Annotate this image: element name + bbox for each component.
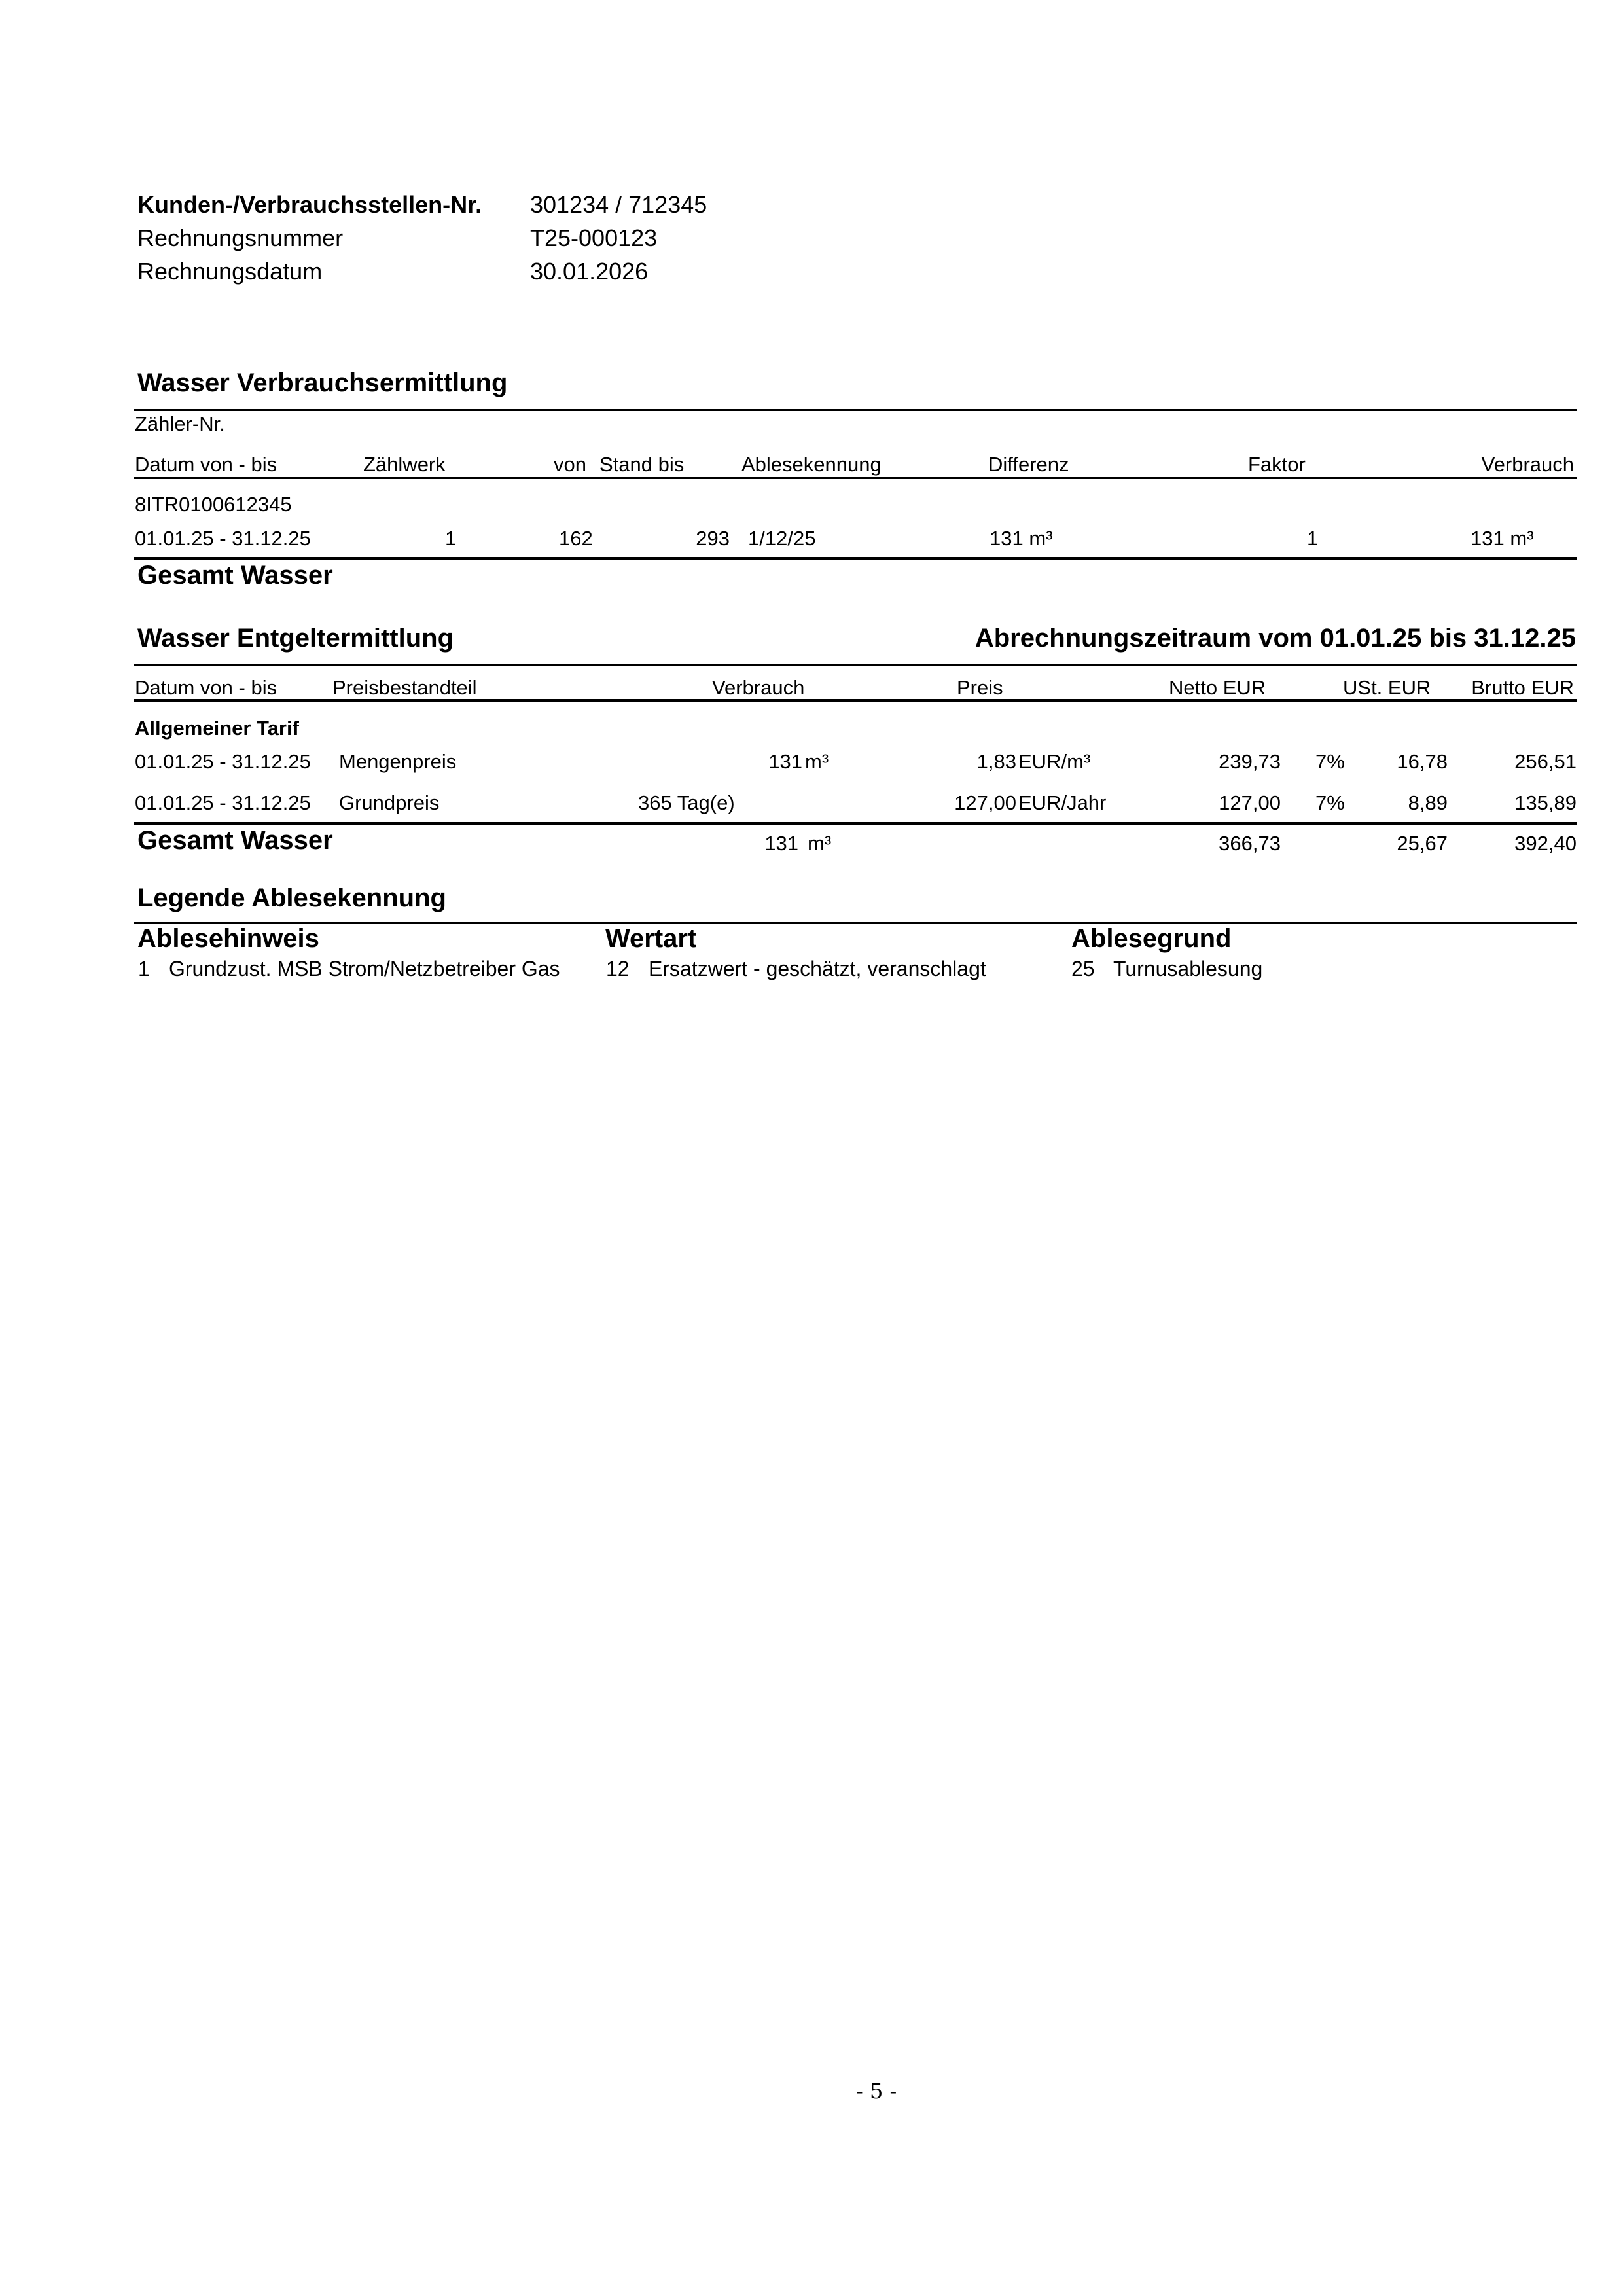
col-von: von (554, 453, 586, 476)
legend-text: Grundzust. MSB Strom/Netzbetreiber Gas (169, 957, 560, 980)
row-von: 162 (559, 527, 593, 550)
row-price-unit: EUR/Jahr (1018, 791, 1107, 814)
row-gross: 256,51 (1514, 750, 1577, 773)
row-bis: 293 (696, 527, 730, 550)
charges-title-rule (134, 664, 1577, 666)
customer-number-value: 301234 / 712345 (530, 191, 707, 218)
row-vat: 16,78 (1397, 750, 1448, 773)
tariff-label: Allgemeiner Tarif (135, 717, 299, 740)
page-number: - 5 - (856, 2079, 897, 2104)
legend-text: Turnusablesung (1113, 957, 1263, 980)
row-component: Grundpreis (339, 791, 440, 814)
row-quantity: 365 Tag(e) (638, 791, 735, 814)
total-quantity: 131 (764, 832, 798, 855)
billing-period: Abrechnungszeitraum vom 01.01.25 bis 31.12.25 (974, 624, 1576, 653)
row-consumption: 131 m³ (1471, 527, 1534, 550)
col-counter: Zählwerk (363, 453, 446, 476)
legend-text: Ersatzwert - geschätzt, veranschlagt (649, 957, 986, 980)
col-stand-bis: Stand bis (599, 453, 685, 476)
col-net: Netto EUR (1169, 676, 1266, 699)
row-difference: 131 m³ (990, 527, 1053, 550)
invoice-date-label: Rechnungsdatum (137, 258, 323, 285)
row-vat-rate: 7% (1315, 791, 1345, 814)
legend-code: 25 (1071, 957, 1095, 980)
total-quantity-unit: m³ (808, 832, 832, 855)
legend-heading-value-type: Wertart (605, 924, 697, 953)
col-factor: Faktor (1248, 453, 1306, 476)
legend-code: 1 (138, 957, 150, 980)
row-price-unit: EUR/m³ (1018, 750, 1091, 773)
row-net: 127,00 (1219, 791, 1281, 814)
col-date: Datum von - bis (135, 453, 277, 476)
consumption-total-rule (134, 557, 1577, 560)
total-gross: 392,40 (1514, 832, 1577, 855)
consumption-total-label: Gesamt Wasser (137, 561, 333, 590)
charges-total-label: Gesamt Wasser (137, 826, 333, 855)
col-vat: USt. EUR (1343, 676, 1431, 699)
row-date: 01.01.25 - 31.12.25 (135, 791, 311, 814)
charges-title: Wasser Entgeltermittlung (137, 624, 454, 653)
col-difference: Differenz (988, 453, 1069, 476)
invoice-number-value: T25-000123 (530, 224, 658, 251)
col-code: Ablesekennung (741, 453, 882, 476)
legend-rule (134, 922, 1577, 924)
consumption-header-rule (134, 477, 1577, 479)
charges-total-rule (134, 822, 1577, 825)
row-vat-rate: 7% (1315, 750, 1345, 773)
col-date: Datum von - bis (135, 676, 277, 699)
customer-number-label: Kunden-/Verbrauchsstellen-Nr. (137, 191, 482, 218)
row-factor: 1 (1307, 527, 1319, 550)
row-gross: 135,89 (1514, 791, 1577, 814)
col-component: Preisbestandteil (332, 676, 477, 699)
invoice-date-value: 30.01.2026 (530, 258, 649, 285)
row-quantity-unit: m³ (805, 750, 829, 773)
legend-code: 12 (606, 957, 630, 980)
consumption-title: Wasser Verbrauchsermittlung (137, 368, 508, 397)
meter-number: 8ITR0100612345 (135, 493, 292, 516)
row-vat: 8,89 (1408, 791, 1448, 814)
row-price: 127,00 (954, 791, 1016, 814)
legend-title: Legende Ablesekennung (137, 884, 446, 912)
meter-label: Zähler-Nr. (135, 412, 225, 435)
col-price: Preis (957, 676, 1003, 699)
col-consumption: Verbrauch (1481, 453, 1574, 476)
total-net: 366,73 (1219, 832, 1281, 855)
legend-heading-reading-note: Ablesehinweis (137, 924, 319, 953)
row-quantity: 131 (768, 750, 802, 773)
row-code: 1/12/25 (748, 527, 816, 550)
row-net: 239,73 (1219, 750, 1281, 773)
consumption-title-rule (134, 409, 1577, 411)
row-counter: 1 (445, 527, 457, 550)
row-date: 01.01.25 - 31.12.25 (135, 527, 311, 550)
col-consumption: Verbrauch (712, 676, 805, 699)
total-vat: 25,67 (1397, 832, 1448, 855)
charges-header-rule (134, 699, 1577, 702)
col-gross: Brutto EUR (1471, 676, 1574, 699)
row-date: 01.01.25 - 31.12.25 (135, 750, 311, 773)
invoice-number-label: Rechnungsnummer (137, 224, 344, 251)
legend-heading-reading-reason: Ablesegrund (1071, 924, 1232, 953)
row-price: 1,83 (976, 750, 1016, 773)
row-component: Mengenpreis (339, 750, 457, 773)
